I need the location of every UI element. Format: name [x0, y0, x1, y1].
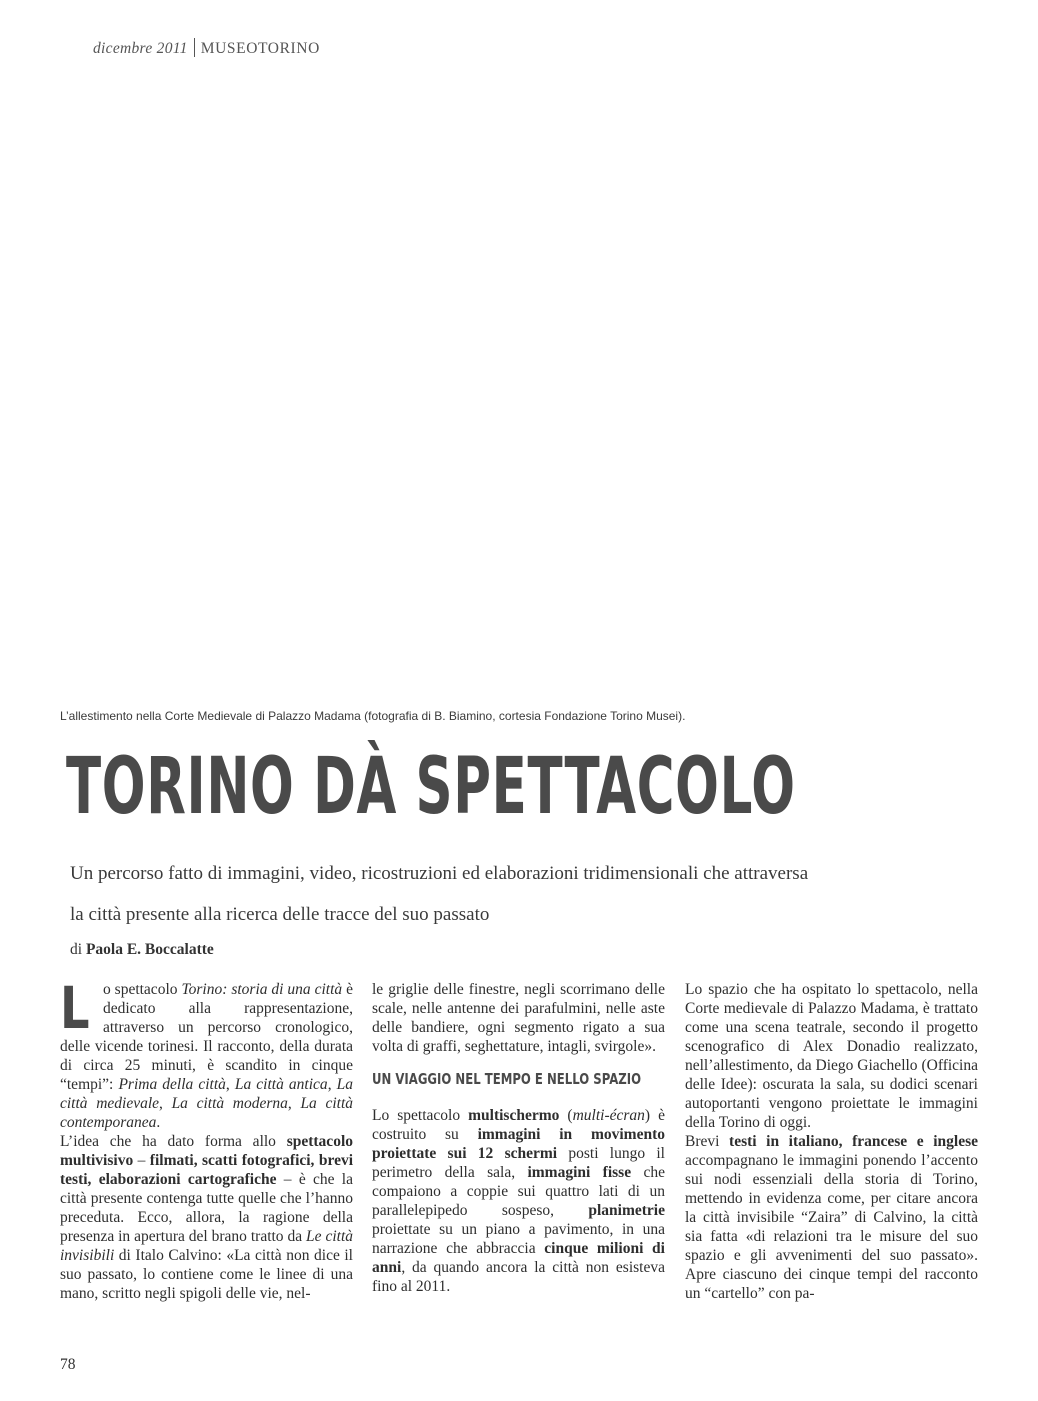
text-run-bold: multischermo: [468, 1107, 560, 1124]
text-run: ) è costruito su: [372, 1107, 665, 1143]
byline: [70, 941, 214, 959]
text-run-italic: Le città invisibili: [60, 1228, 353, 1264]
text-run-bold: testi in italiano, francese e inglese: [729, 1133, 979, 1150]
text-run: o spettacolo: [102, 981, 182, 998]
text-column-2: [372, 980, 665, 1296]
text-run: ,: [225, 1076, 235, 1093]
paragraph: [60, 974, 354, 1132]
author-name: Paola E. Boccalatte: [85, 941, 214, 958]
text-run-italic: Prima della città: [118, 1076, 226, 1093]
paragraph: Lo spazio che ha ospitato lo spettacolo, nella Corte medievale di Palazzo Madama, è trattato come una scena teatrale, secondo il progetto scenografico di Alex Donadio realizzato, nell’allestimento, da Diego Giachello (Officina delle Idee): oscurata la sala, su dodici scenari autoportanti vengono proiettate le immagini della Torino di oggi.: [685, 981, 978, 1131]
text-run-bold: spettacolo multivisivo: [60, 1133, 353, 1169]
subtitle-line-1: Un percorso fatto di immagini, video, ricostruzioni ed elaborazioni tridimensionali che attraversa: [70, 863, 809, 884]
text-run: L’idea che ha dato forma allo: [60, 1133, 287, 1150]
text-run-italic: La città antica: [234, 1076, 328, 1093]
photo-caption: L’allestimento nella Corte Medievale di Palazzo Madama (fotografia di B. Biamino, cortesia Fondazione Torino Musei).: [60, 709, 686, 723]
text-run: di Italo Calvino: «La città non dice il suo passato, lo contiene come le linee di una mano, scritto negli spigoli delle vie, nel-: [60, 1247, 353, 1302]
paragraph: [685, 1132, 978, 1303]
text-run: ,: [159, 1095, 172, 1112]
photo-area: [60, 70, 978, 698]
issue-date: dicembre 2011: [93, 40, 188, 57]
text-run: proiettate su un piano a pavimento, in una narrazione che abbraccia: [372, 1221, 665, 1257]
text-run-italic: La città contemporanea: [60, 1095, 354, 1131]
text-run-italic: La città moderna: [171, 1095, 288, 1112]
text-run-bold: planimetrie: [588, 1202, 665, 1219]
text-run: Brevi: [685, 1133, 730, 1150]
text-column-1: [60, 974, 354, 1303]
text-run: (: [559, 1107, 573, 1124]
byline-prefix: di: [70, 941, 83, 958]
paragraph: le griglie delle finestre, negli scorrimano delle scale, nelle antenne dei parafulmini, nelle aste delle bandiere, ogni segmento rigato a sua volta di graffi, seghettature, intagli, svirgole».: [372, 981, 665, 1055]
paragraph: [372, 1106, 665, 1296]
text-run: posti lungo il perimetro della sala,: [372, 1145, 665, 1181]
subtitle-line-2: la città presente alla ricerca delle tracce del suo passato: [70, 904, 490, 925]
article-title: TORINO DÀ SPETTACOLO: [66, 742, 796, 832]
text-run-bold: immagini in movimento proiettate sui 12 schermi: [372, 1126, 665, 1162]
text-run: accompagnano le immagini ponendo l’accento sui nodi essenziali della storia di Torino, mettendo in evidenza come, per citare ancora la città invisibile “Zaira” di Calvino, la città sia fatta «di relazioni tra le misure del suo spazio e gli avvenimenti del suo passato». Apre ciascuno dei cinque tempi del racconto un “cartello” con pa-: [685, 1152, 978, 1302]
text-run-italic: La città medievale: [60, 1076, 354, 1112]
drop-cap: L: [60, 974, 90, 1042]
text-run-bold: cinque milioni di anni: [372, 1240, 665, 1276]
text-run: –: [133, 1152, 150, 1169]
text-run: è dedicato alla rappresentazione, attraverso un percorso cronologico, delle vicende torinesi. Il racconto, della durata di circa 25 minuti, è scandito in cinque “tempi”:: [60, 981, 353, 1093]
running-head: [93, 38, 320, 58]
header-divider: [194, 38, 195, 57]
text-run: che compaiono a coppie sui quattro lati di un parallelepipedo sospeso,: [372, 1164, 665, 1219]
article-subtitle: [70, 853, 950, 935]
text-run-italic: Torino: storia di una città: [181, 981, 343, 998]
text-run: Lo spettacolo: [372, 1107, 469, 1124]
paragraph: [60, 1132, 353, 1303]
text-run-bold: immagini fisse: [527, 1164, 632, 1181]
text-run-italic: multi-écran: [572, 1107, 645, 1124]
text-run: ,: [327, 1076, 337, 1093]
text-run: ,: [287, 1095, 301, 1112]
text-column-3: [685, 980, 978, 1303]
page-number: 78: [60, 1356, 76, 1373]
text-run-bold: filmati, scatti fotografici, brevi testi, elaborazioni cartografiche: [60, 1152, 354, 1188]
text-run: .: [156, 1114, 161, 1131]
magazine-name: MUSEOTORINO: [200, 40, 320, 57]
section-heading: UN VIAGGIO NEL TEMPO E NELLO SPAZIO: [372, 1070, 642, 1088]
text-run: – è che la città presente contenga tutte quelle che l’hanno preceduta. Ecco, allora, la ragione della presenza in apertura del brano tratto da: [60, 1171, 353, 1245]
text-run: , da quando ancora la città non esisteva fino al 2011.: [372, 1259, 665, 1295]
